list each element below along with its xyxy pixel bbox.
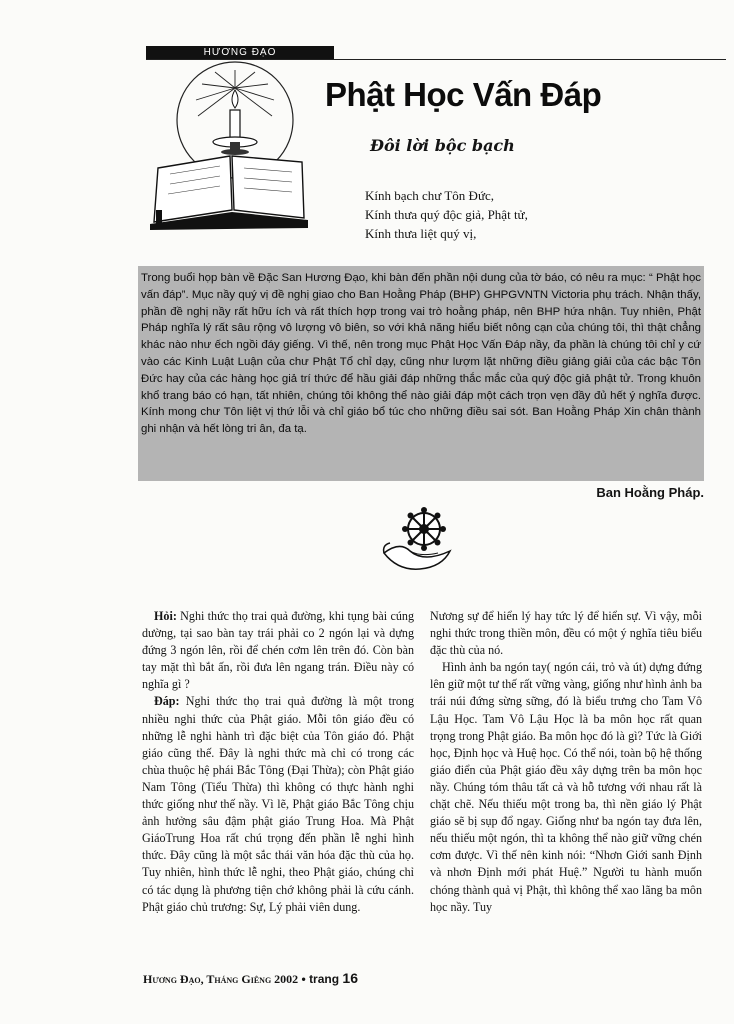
magazine-issue: Hương Đạo, Tháng Giêng 2002 bbox=[143, 972, 299, 986]
greeting-line: Kính bạch chư Tôn Đức, bbox=[365, 188, 495, 203]
bullet-separator: • bbox=[301, 972, 306, 986]
greeting-line: Kính thưa quý độc giả, Phật tử, bbox=[365, 207, 528, 222]
greeting-line: Kính thưa liệt quý vị, bbox=[365, 226, 477, 241]
answer-paragraph bbox=[142, 693, 414, 915]
page-footer bbox=[143, 970, 358, 987]
article-subtitle: Đôi lời bộc bạch bbox=[370, 136, 515, 155]
dharma-wheel-lotus-icon bbox=[380, 505, 460, 575]
page-label: trang bbox=[309, 972, 340, 986]
question-label: Hỏi: bbox=[154, 609, 177, 623]
page-number: 16 bbox=[342, 970, 358, 986]
column-left bbox=[142, 608, 414, 916]
body-paragraph: Hình ảnh ba ngón tay( ngón cái, trỏ và út) dựng đứng lên giữ một tư thế rất vững vàng, giống như hình ảnh ba trái núi đứng sừng sững, đó là biểu trưng cho Tam Vô Lậu Học. Tam Vô Lậu Học là ba môn học rất quan trọng trong Phật giáo. Ba môn học đó là gì? Tức là Giới học, Định học và Huệ học. Có thể nói, toàn bộ hệ thống giáo điển của Phật giáo đều xây dựng trên ba môn học nầy. Chúng tóm thâu tất cả và hỗ tương với nhau rất là chặt chẽ. Nếu thiếu một trong ba, thì nền giáo lý Phật giáo sẽ bị sụp đổ ngay. Giống như ba ngón tay đưa lên, nếu thiếu một ngón, thì ta không thể nào giữ vững chén cơm được. Vì thế nên kinh nói: “Nhơn Giới sanh Định và nhơn Định mới phát Huệ.” Người tu hành muốn chóng thành quả vị Phật, thì không thể xao lãng ba môn học nầy. Tuy bbox=[430, 660, 702, 914]
signature: Ban Hoằng Pháp. bbox=[596, 485, 704, 500]
question-paragraph bbox=[142, 608, 414, 693]
question-text: Nghi thức thọ trai quả đường, khi tụng bài cúng dường, tại sao bàn tay trái phải co 2 ngón lại và dựng đứng 3 ngón lên, rồi để chén cơm lên trên đó. Còn bàn tay mặt thì bắt ấn, rồi đưa lên ngang trán. Điều này có nghĩa gì ? bbox=[142, 609, 414, 692]
article-title: Phật Học Vấn Đáp bbox=[325, 76, 602, 113]
answer-label: Đáp: bbox=[154, 694, 180, 709]
section-label: HƯƠNG ĐẠO bbox=[146, 46, 334, 60]
candle-book-illustration bbox=[150, 60, 310, 230]
body-paragraph: Nương sự để hiển lý hay tức lý để hiển sự. Vì vậy, mỗi nghi thức trong thiền môn, đều có một ý nghĩa tiêu biểu đặc thù của nó. bbox=[430, 609, 702, 658]
answer-text: Nghi thức thọ trai quả đường là một trong nhiều nghi thức của Phật giáo. Mỗi tôn giáo đều có những lễ nghi hành trì đặc biệt của Tôn giáo đó. Phật giáo cũng thế. Đây là nghi thức mà chỉ có trong các chùa thuộc hệ phái Bắc Tông (Đại Thừa); còn Phật giáo Nam Tông (Tiểu Thừa) thì không có thực hành nghi thức giống như thế nầy. Vì lẽ, Phật giáo Bắc Tông chịu ảnh hưởng sâu đậm phật giáo Trung Hoa. Mà Phật GiáoTrung Hoa rất chú trọng đến phần lễ nghi hình thức. Đây cũng là một sắc thái văn hóa đặc thù của họ. Tuy nhiên, hình thức lễ nghi, theo Phật giáo, chúng chỉ có tác dụng là phương tiện chớ không phải là cứu cánh. Phật giáo chủ trương: Sự, Lý phải viên dung. bbox=[142, 694, 414, 914]
greetings bbox=[365, 186, 528, 243]
column-right bbox=[430, 608, 702, 916]
intro-paragraph: Trong buổi họp bàn về Đặc San Hương Đạo, khi bàn đến phần nội dung của tờ báo, có nêu ra mục: “ Phật học vấn đáp”. Mục nầy quý vị đề nghị giao cho Ban Hoằng Pháp (BHP) GHPGVNTN Victoria phụ trách. Nhận thấy, phần đề nghị nầy rất hữu ích và rất thích hợp trong vai trò hoằng pháp, nên BHP hứa nhận. Tuy nhiên, Phật Pháp nghĩa lý rất sâu rộng vô lượng vô biên, so với khả năng hiểu biết nông cạn của chúng tôi, thì thật chẳng khác nào như ếch ngồi đáy giếng. Vì thế, nên trong mục Phật Học Vấn Đáp nầy, đa phần là chúng tôi chỉ y cứ vào các Kinh Luật Luận của chư Phật Tổ chỉ dạy, cũng như lượm lặt những điều giảng giải của các bậc Tôn Đức hay của các hàng học giả trí thức để hầu giải đáp những thắc mắc của quý độc giả phật tử. Trong khuôn khổ trang báo có hạn, tất nhiên, chúng tôi không thể nào giải đáp một cách trọn vẹn đầy đủ hết ý nghĩa được. Kính mong chư Tôn liệt vị thứ lỗi và chỉ giáo bổ túc cho những điều sai sót. Ban Hoằng Pháp Xin chân thành ghi nhận và hết lòng tri ân, đa tạ. bbox=[141, 272, 701, 436]
